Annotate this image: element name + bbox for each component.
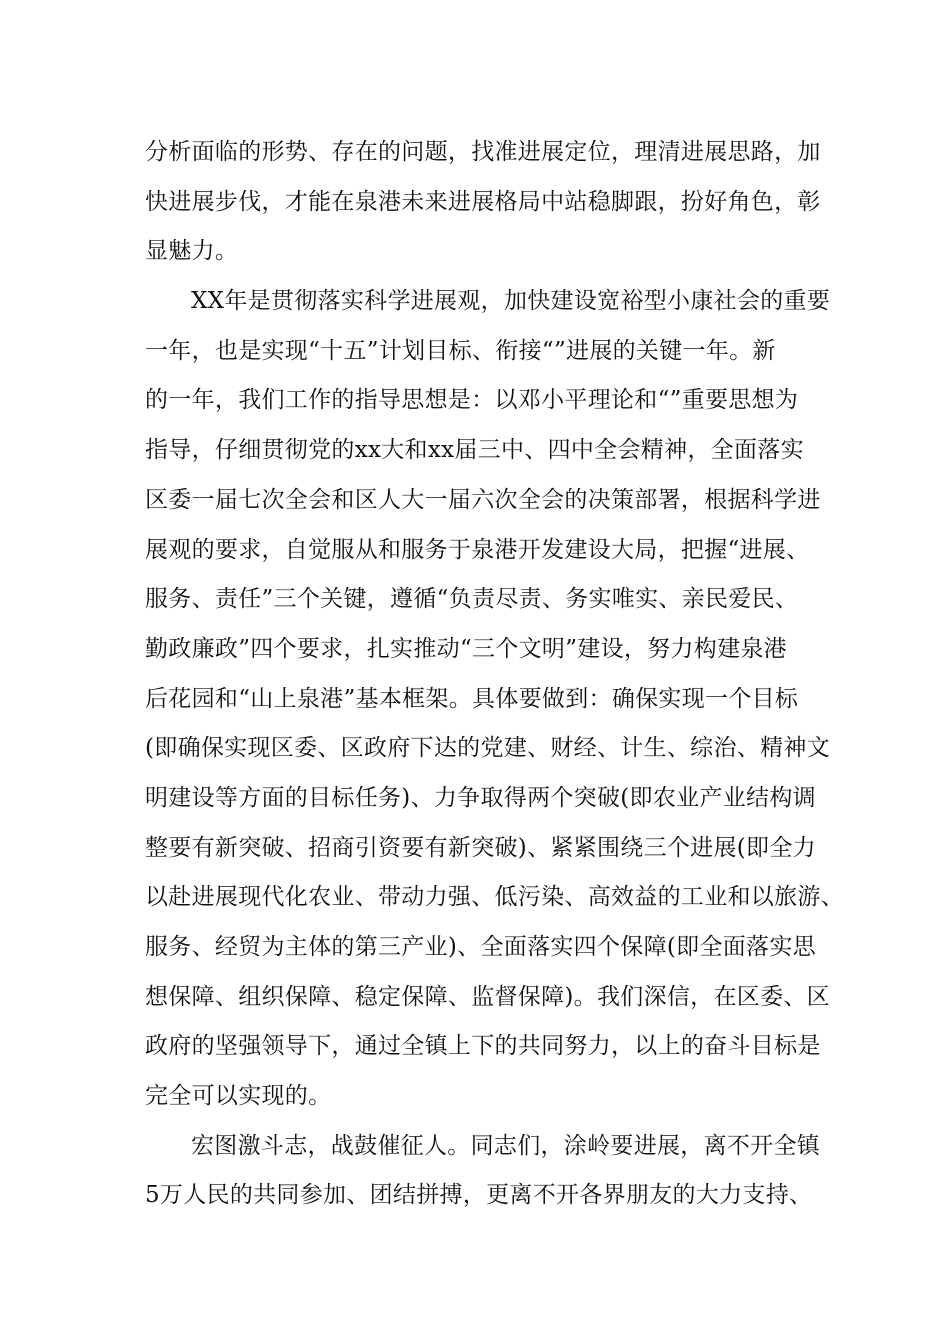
paragraph-first-line: XX年是贯彻落实科学进展观，加快建设宽裕型小康社会的重要 bbox=[191, 288, 831, 315]
text-line: 一年，也是实现“十五”计划目标、衔接“”进展的关键一年。新 bbox=[145, 337, 776, 364]
text-line: (即确保实现区委、区政府下达的党建、财经、计生、综治、精神文 bbox=[145, 735, 830, 762]
text-line: 展观的要求，自觉服从和服务于泉港开发建设大局，把握“进展、 bbox=[145, 536, 810, 563]
text-line: 明建设等方面的目标任务)、力争取得两个突破(即农业产业结构调 bbox=[145, 784, 816, 811]
text-line: 显魅力。 bbox=[145, 238, 239, 265]
text-line: 整要有新突破、招商引资要有新突破)、紧紧围绕三个进展(即全力 bbox=[145, 834, 816, 861]
text-line: 服务、责任”三个关键，遵循“负责尽责、务实唯实、亲民爱民、 bbox=[145, 586, 799, 613]
text-line: 政府的坚强领导下，通过全镇上下的共同努力，以上的奋斗目标是 bbox=[145, 1033, 821, 1060]
text-line: 分析面临的形势、存在的问题，找准进展定位，理清进展思路，加 bbox=[145, 139, 821, 165]
text-line: 快进展步伐，才能在泉港未来进展格局中站稳脚跟，扮好角色，彰 bbox=[145, 188, 821, 215]
text-line: 后花园和“山上泉港”基本框架。具体要做到：确保实现一个目标 bbox=[145, 685, 799, 712]
text-line: 勤政廉政”四个要求，扎实推动“三个文明”建设，努力构建泉港 bbox=[145, 635, 787, 662]
text-line: 5万人民的共同参加、团结拼搏，更离不开各界朋友的大力支持、 bbox=[145, 1182, 813, 1209]
document-body bbox=[145, 128, 844, 1221]
text-line: 以赴进展现代化农业、带动力强、低污染、高效益的工业和以旅游、 bbox=[145, 884, 844, 911]
text-line: 区委一届七次全会和区人大一届六次全会的决策部署，根据科学进 bbox=[145, 486, 821, 513]
text-line: 服务、经贸为主体的第三产业)、全面落实四个保障(即全面落实思 bbox=[145, 934, 816, 960]
text-line: 完全可以实现的。 bbox=[145, 1083, 332, 1110]
text-line: 的一年，我们工作的指导思想是：以邓小平理论和“”重要思想为 bbox=[145, 387, 799, 414]
text-line: 想保障、组织保障、稳定保障、监督保障)。我们深信，在区委、区 bbox=[145, 983, 830, 1010]
paragraph-first-line: 宏图激斗志，战鼓催征人。同志们，涂岭要进展，离不开全镇 bbox=[191, 1132, 821, 1159]
text-line: 指导，仔细贯彻党的xx大和xx届三中、四中全会精神，全面落实 bbox=[145, 437, 804, 464]
